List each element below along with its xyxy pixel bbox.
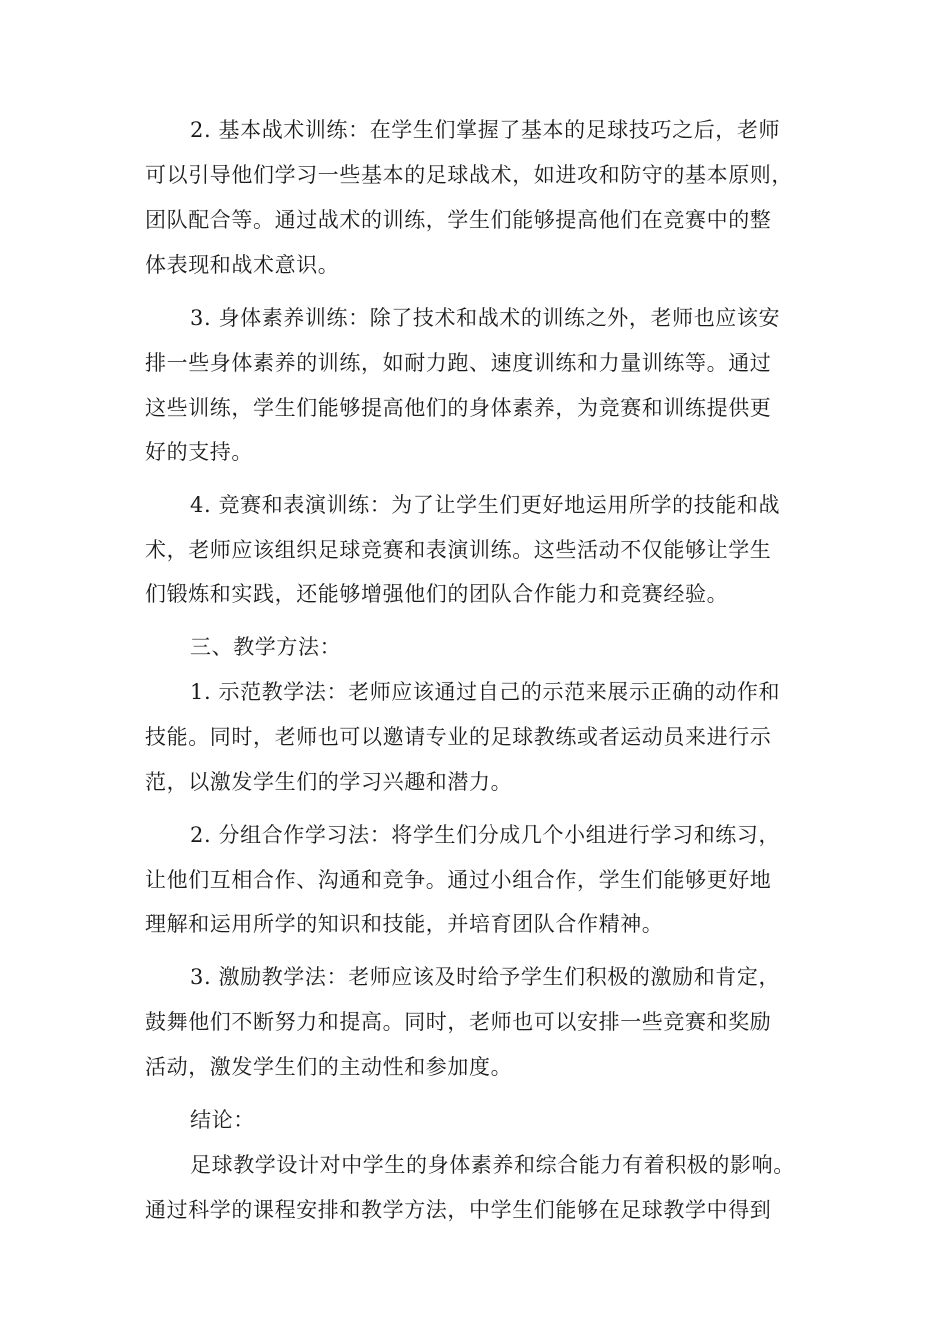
text-line: 通过科学的课程安排和教学方法，中学生们能够在足球教学中得到 (145, 1198, 772, 1222)
text-line: 可以引导他们学习一些基本的足球战术，如进攻和防守的基本原则， (145, 163, 793, 187)
text-line: 4. 竞赛和表演训练：为了让学生们更好地运用所学的技能和战 (190, 493, 781, 517)
section-heading: 三、教学方法： (190, 635, 342, 659)
text-line: 3. 激励教学法：老师应该及时给予学生们积极的激励和肯定， (190, 965, 781, 989)
text-line: 活动，激发学生们的主动性和参加度。 (145, 1055, 513, 1079)
text-line: 体表现和战术意识。 (145, 253, 340, 277)
text-line: 排一些身体素养的训练，如耐力跑、速度训练和力量训练等。通过 (145, 351, 772, 375)
text-line: 好的支持。 (145, 440, 253, 464)
text-line: 这些训练，学生们能够提高他们的身体素养，为竞赛和训练提供更 (145, 396, 772, 420)
text-line: 团队配合等。通过战术的训练，学生们能够提高他们在竞赛中的整 (145, 208, 772, 232)
text-line: 鼓舞他们不断努力和提高。同时，老师也可以安排一些竞赛和奖励 (145, 1010, 772, 1034)
text-line: 术，老师应该组织足球竞赛和表演训练。这些活动不仅能够让学生 (145, 538, 772, 562)
section-heading: 结论： (190, 1108, 255, 1132)
text-line: 们锻炼和实践，还能够增强他们的团队合作能力和竞赛经验。 (145, 582, 729, 606)
text-line: 2. 基本战术训练：在学生们掌握了基本的足球技巧之后，老师 (190, 118, 781, 142)
text-line: 2. 分组合作学习法：将学生们分成几个小组进行学习和练习， (190, 823, 781, 847)
text-line: 让他们互相合作、沟通和竞争。通过小组合作，学生们能够更好地 (145, 868, 772, 892)
text-line: 1. 示范教学法：老师应该通过自己的示范来展示正确的动作和 (190, 680, 781, 704)
text-line: 3. 身体素养训练：除了技术和战术的训练之外，老师也应该安 (190, 306, 781, 330)
text-line: 范，以激发学生们的学习兴趣和潜力。 (145, 770, 513, 794)
text-line: 足球教学设计对中学生的身体素养和综合能力有着积极的影响。 (190, 1153, 795, 1177)
text-line: 理解和运用所学的知识和技能，并培育团队合作精神。 (145, 912, 664, 936)
text-line: 技能。同时，老师也可以邀请专业的足球教练或者运动员来进行示 (145, 725, 772, 749)
